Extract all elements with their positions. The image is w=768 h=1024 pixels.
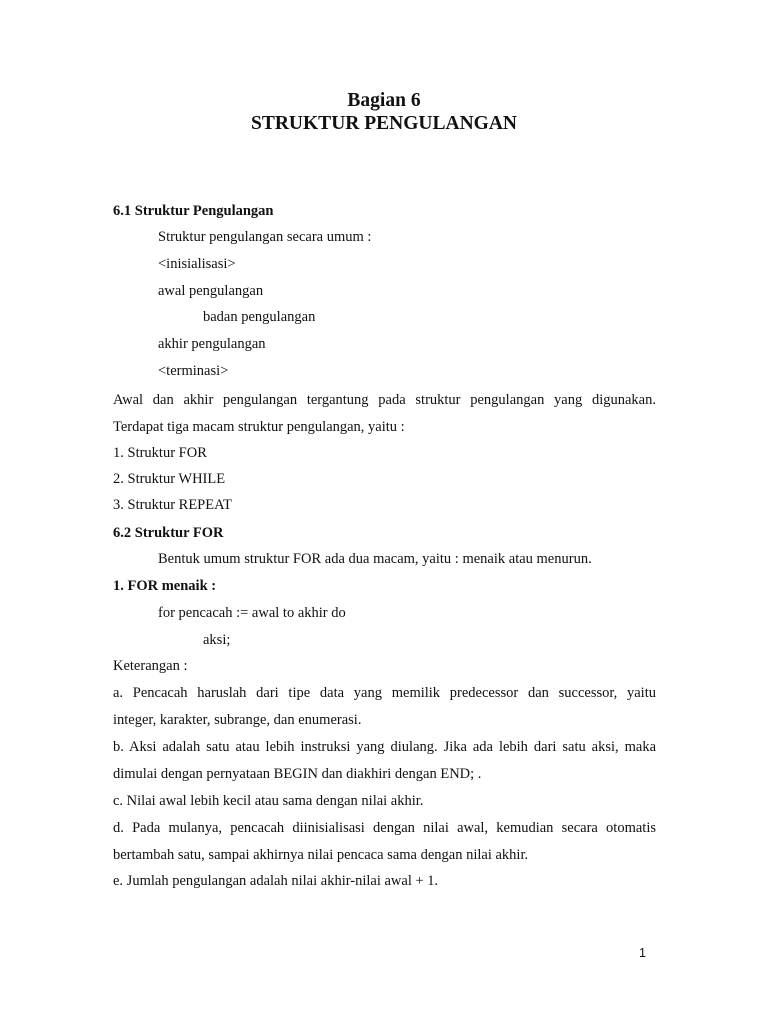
chapter-title: STRUKTUR PENGULANGAN [251, 113, 517, 134]
paragraph-line: Awal dan akhir pengulangan tergantung pada struktur pengulangan yang digunakan. [113, 392, 656, 408]
code-line-body: badan pengulangan [203, 309, 316, 325]
page-number: 1 [639, 946, 646, 960]
code-line: for pencacah := awal to akhir do [158, 605, 346, 621]
note-line: b. Aksi adalah satu atau lebih instruksi yang diulang. Jika ada lebih dari satu aksi, maka [113, 739, 656, 755]
section-intro: Struktur pengulangan secara umum : [158, 229, 372, 245]
list-item: 2. Struktur WHILE [113, 471, 226, 487]
note-line: d. Pada mulanya, pencacah diinisialisasi dengan nilai awal, kemudian secara otomatis [113, 820, 656, 836]
paragraph-line: Terdapat tiga macam struktur pengulangan, yaitu : [113, 419, 405, 435]
note-line: a. Pencacah haruslah dari tipe data yang memilik predecessor dan successor, yaitu [113, 685, 656, 701]
list-item: 1. Struktur FOR [113, 445, 207, 461]
code-line-loop-end: akhir pengulangan [158, 336, 266, 352]
sub-heading: 1. FOR menaik : [113, 578, 217, 594]
code-line-init: <inisialisasi> [158, 256, 236, 272]
notes-label: Keterangan : [113, 658, 188, 674]
note-line: c. Nilai awal lebih kecil atau sama dengan nilai akhir. [113, 793, 424, 809]
section-intro: Bentuk umum struktur FOR ada dua macam, yaitu : menaik atau menurun. [158, 551, 592, 567]
section-heading-6-2: 6.2 Struktur FOR [113, 525, 224, 541]
code-line: aksi; [203, 632, 231, 648]
note-line: e. Jumlah pengulangan adalah nilai akhir-nilai awal + 1. [113, 873, 439, 889]
code-line-loop-start: awal pengulangan [158, 283, 264, 299]
list-item: 3. Struktur REPEAT [113, 497, 232, 513]
note-line: dimulai dengan pernyataan BEGIN dan diakhiri dengan END; . [113, 766, 482, 782]
note-line: bertambah satu, sampai akhirnya nilai pencaca sama dengan nilai akhir. [113, 847, 529, 863]
note-line: integer, karakter, subrange, dan enumerasi. [113, 712, 362, 728]
chapter-heading: Bagian 6 [347, 90, 421, 111]
section-heading-6-1: 6.1 Struktur Pengulangan [113, 203, 274, 219]
code-line-term: <terminasi> [158, 363, 229, 379]
